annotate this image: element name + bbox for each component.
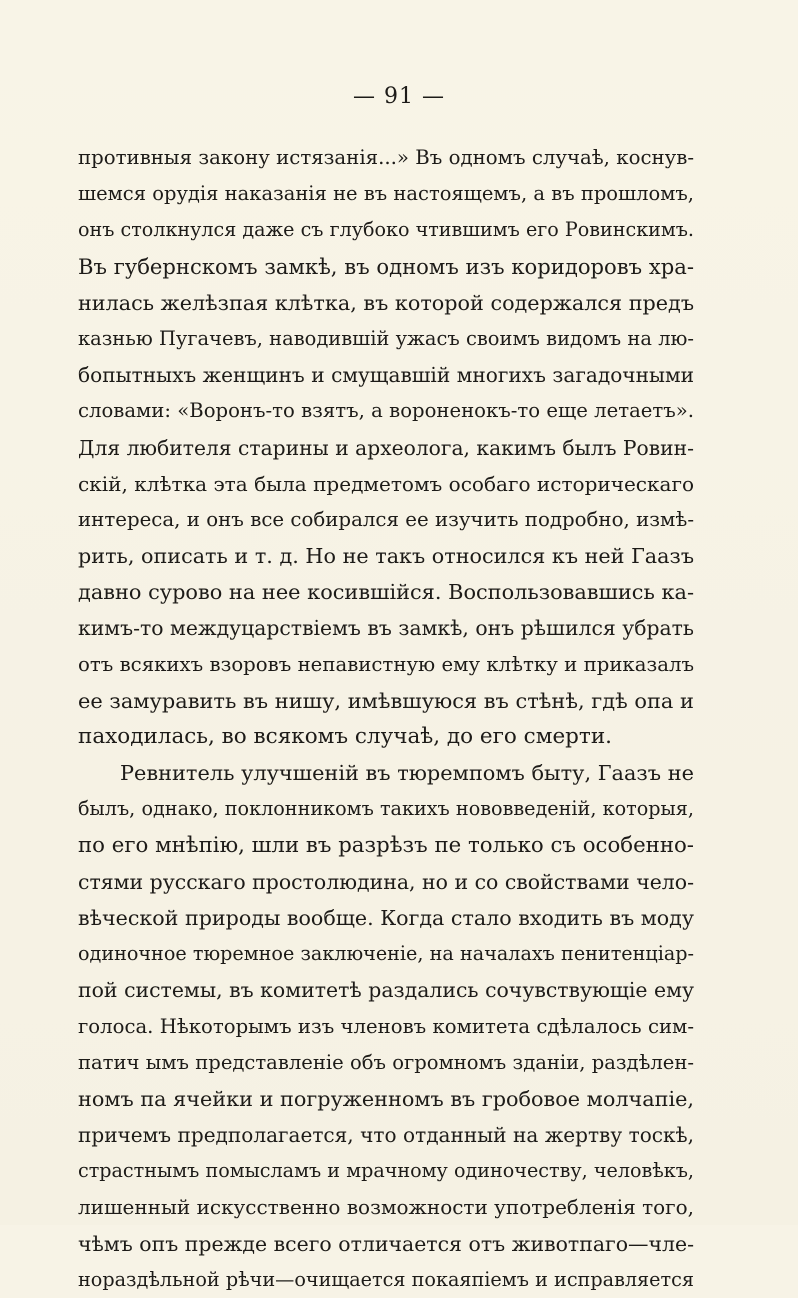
text-line: патич ымъ представленіе объ огромномъ зданіи, раздѣлен-: [78, 1050, 694, 1074]
text-line: давно сурово на нее косившійся. Воспользовавшись ка-: [78, 580, 694, 605]
text-line: пой системы, въ комитетѣ раздались сочувствующіе ему: [78, 978, 694, 1003]
text-line: онъ столкнулся даже съ глубоко чтившимъ его Ровинскимъ.: [78, 218, 694, 242]
text-line: противныя закону истязанія...» Въ одномъ случаѣ, коснув-: [78, 146, 694, 169]
text-line: по его мнѣпію, шли въ разрѣзъ пе только съ особенно-: [78, 832, 694, 858]
text-line: голоса. Нѣкоторымъ изъ членовъ комитета сдѣлалось сим-: [78, 1014, 694, 1038]
text-line: ее замуравить въ нишу, имѣвшуюся въ стѣнѣ, гдѣ опа и: [78, 688, 694, 713]
paragraph-start-line: Ревнитель улучшеній въ тюремпомъ быту, Гаазъ не: [120, 761, 694, 786]
text-line: нораздѣльной рѣчи—очищается покаяпіемъ и исправляется: [78, 1267, 694, 1291]
text-line: интереса, и онъ все собирался ее изучить подробно, измѣ-: [78, 507, 694, 531]
text-line: шемся орудія наказанія не въ настоящемъ, а въ прошломъ,: [78, 182, 694, 206]
text-line: казнью Пугачевъ, наводившій ужасъ своимъ видомъ на лю-: [78, 326, 694, 350]
text-line: лишенный искусственно возможности употребленія того,: [78, 1195, 694, 1220]
text-line: рить, описать и т. д. Но не такъ относился къ ней Гаазъ: [78, 544, 694, 569]
text-line: Въ губернскомъ замкѣ, въ одномъ изъ коридоровъ хра-: [78, 253, 694, 279]
text-line: кимъ-то междуцарствіемъ въ замкѣ, онъ рѣшился убрать: [78, 616, 694, 641]
text-line: страстнымъ помысламъ и мрачному одиночеству, человѣкъ,: [78, 1159, 694, 1183]
text-line: Для любителя старины и археолога, какимъ былъ Ровин-: [78, 435, 694, 460]
text-line: словами: «Воронъ-то взятъ, а вороненокъ-то еще летаетъ».: [78, 399, 694, 423]
text-line: нилась желѣзпая клѣтка, въ которой содержался предъ: [78, 290, 694, 315]
text-line: одиночное тюремное заключеніе, на началахъ пенитенціар-: [78, 942, 694, 966]
text-line: былъ, однако, поклонникомъ такихъ нововведеній, которыя,: [78, 797, 694, 821]
text-line: чѣмъ опъ прежде всего отличается отъ животпаго—чле-: [78, 1231, 694, 1256]
paragraph-end-line: паходилась, во всякомъ случаѣ, до его смерти.: [78, 724, 612, 749]
text-line: отъ всякихъ взоровъ непавистную ему клѣтку и приказалъ: [78, 652, 694, 676]
text-line: номъ па ячейки и погруженномъ въ гробовое молчапіе,: [78, 1086, 694, 1111]
text-line: бопытныхъ женщинъ и смущавшій многихъ загадочными: [78, 363, 694, 388]
text-line: причемъ предполагается, что отданный на жертву тоскѣ,: [78, 1123, 694, 1148]
page-number: — 91 —: [353, 84, 445, 109]
text-line: скій, клѣтка эта была предметомъ особаго историческаго: [78, 471, 694, 496]
text-line: стями русскаго простолюдина, но и со свойствами чело-: [78, 869, 694, 894]
text-line: вѣческой природы вообще. Когда стало входить въ моду: [78, 905, 694, 930]
body-text: [78, 140, 694, 1298]
